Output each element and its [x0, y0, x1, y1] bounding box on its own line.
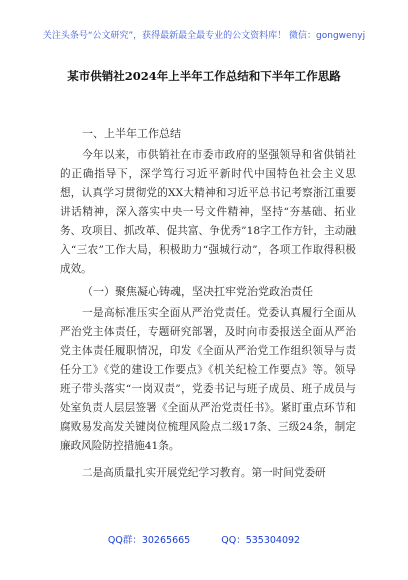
footer-qq-group: QQ群：30265665: [107, 535, 191, 546]
document-title: 某市供销社2024年上半年工作总结和下半年工作思路: [67, 69, 341, 83]
paragraph-one: 一是高标准压实全面从严治党责任。党委认真履行全面从严治党主体责任，专题研究部署，及时向市委报送全面从严治党主体责任履职情况，印发《全面从严治党工作组织领导与责任分工》《党的建设工作要点》《机关纪检工作要点》等。领导班子带头落实“一岗双责”，党委书记与班子成员、班子成员与处室负责人层层签署《全面从严治党责任书》。紧盯重点环节和腐败易发高发关键岗位梳理风险点二级17条、三级24条，制定廉政风险防控措施41条。: [60, 307, 356, 452]
paragraph-two: 二是高质量扎实开展党纪学习教育。第一时间党委研: [82, 467, 326, 479]
footer-contact: [0, 532, 408, 546]
header-promo-note: 关注头条号“公文研究”，获得最新最全最专业的公文资料库！ 微信：gongwenyj: [42, 31, 366, 41]
section-heading: 一、上半年工作总结: [82, 127, 181, 140]
document-body: [60, 120, 356, 483]
intro-paragraph: 今年以来，市供销社在市委市政府的坚强领导和省供销社的正确指导下，深学笃行习近平新时代中国特色社会主义思想，认真学习贯彻党的XX大精神和习近平总书记考察浙江重要讲话精神，深入落实中央一号文件精神，坚持“夯基础、拓业务、攻项目、抓改革、促共富、争优秀”18字工作方针，主动融入“三农”工作大局，积极助力“强城行动”，各项工作取得积极成效。: [60, 149, 356, 275]
footer-qq: QQ：535304092: [221, 535, 301, 546]
subsection-heading: （一）聚焦凝心铸魂，坚决扛牢党治党政治责任: [82, 285, 313, 298]
